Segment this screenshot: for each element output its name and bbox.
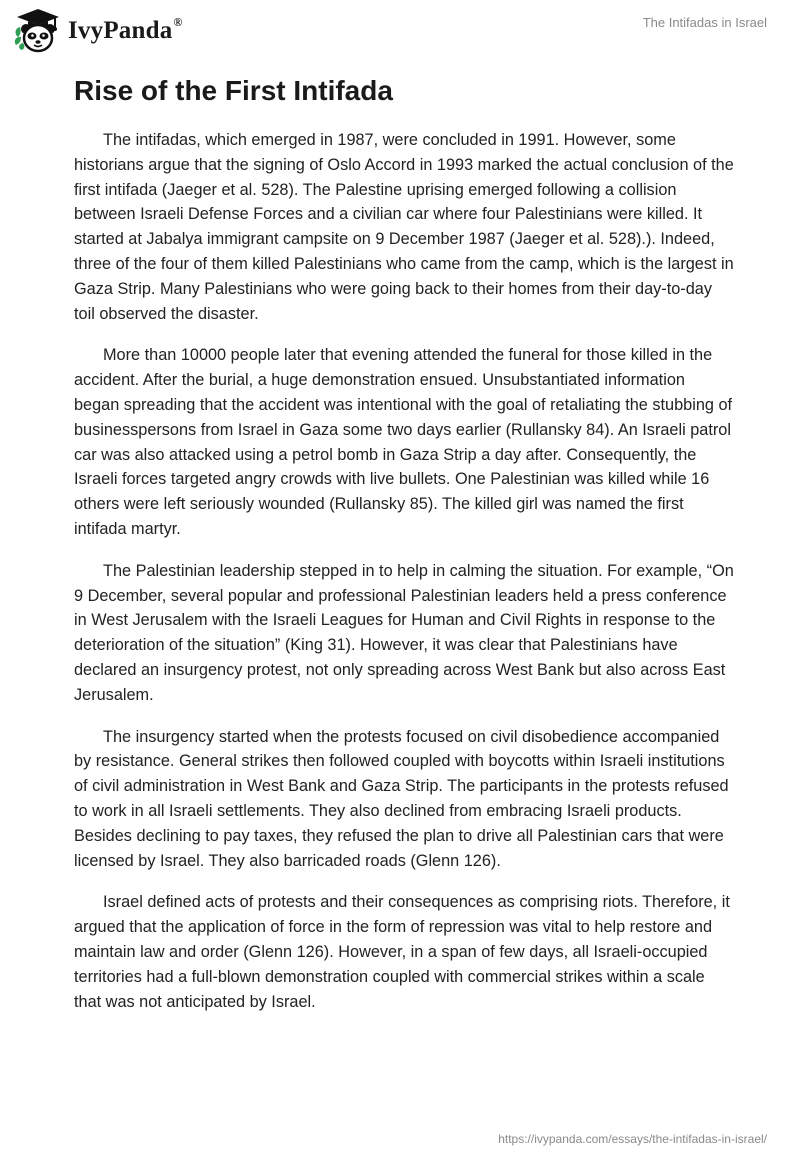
- paragraph: Israel defined acts of protests and their consequences as comprising riots. Therefore, it argued that the application of force in the form of repression was vital to help restore and maintain law and order (Glenn 126). However, in a span of few days, all Israeli-occupied territories had a full-blown demonstration coupled with commercial strikes within a scale that was not anticipated by Israel.: [74, 893, 730, 1011]
- panda-graduation-cap-icon: [14, 7, 62, 53]
- ivypanda-logo[interactable]: [14, 7, 183, 53]
- running-title: The Intifadas in Israel: [642, 15, 767, 30]
- paragraph: The insurgency started when the protests focused on civil disobedience accompanied by resistance. General strikes then followed coupled with boycotts within Israeli institutions of civil administration in West Bank and Gaza Strip. The participants in the protests refused to work in all Israeli settlements. They also declined from embracing Israeli products. Besides declining to pay taxes, they refused the plan to drive all Palestinian cars that were licensed by Israel. They also barricaded roads (Glenn 126).: [74, 727, 729, 870]
- section-title: Rise of the First Intifada: [74, 75, 393, 106]
- source-url[interactable]: https://ivypanda.com/essays/the-intifadas-in-israel/: [498, 1132, 767, 1146]
- article-body: [74, 74, 734, 1031]
- page-header: [0, 0, 800, 64]
- paragraph: The intifadas, which emerged in 1987, were concluded in 1991. However, some historians argue that the signing of Oslo Accord in 1993 marked the actual conclusion of the first intifada (Jaeger et al. 528). The Palestine uprising emerged following a collision between Israeli Defense Forces and a civilian car where four Palestinians were killed. It started at Jabalya immigrant campsite on 9 December 1987 (Jaeger et al. 528).). Indeed, three of the four of them killed Palestinians who came from the camp, which is the largest in Gaza Strip. Many Palestinians who were going back to their homes from their day-to-day toil observed the disaster.: [74, 131, 734, 323]
- paragraph: The Palestinian leadership stepped in to help in calming the situation. For example, “On 9 December, several popular and professional Palestinian leaders held a press conference in West Jerusalem with the Israeli Leagues for Human and Civil Rights in response to the deterioration of the situation” (King 31). However, it was clear that Palestinians have declared an insurgency protest, not only spreading across West Bank but also across East Jerusalem.: [74, 561, 734, 704]
- paragraph: More than 10000 people later that evening attended the funeral for those killed in the accident. After the burial, a huge demonstration ensued. Unsubstantiated information began spreading that the accident was intentional with the goal of retaliating the stubbing of businesspersons from Israel in Gaza some two days earlier (Rullansky 84). An Israeli patrol car was also attacked using a petrol bomb in Gaza Strip a day after. Consequently, the Israeli forces targeted angry crowds with live bullets. One Palestinian was killed while 16 others were left seriously wounded (Rullansky 85). The killed girl was named the first intifada martyr.: [74, 346, 733, 538]
- registered-mark: ®: [173, 15, 183, 29]
- logo-text: IvyPanda®: [68, 15, 183, 44]
